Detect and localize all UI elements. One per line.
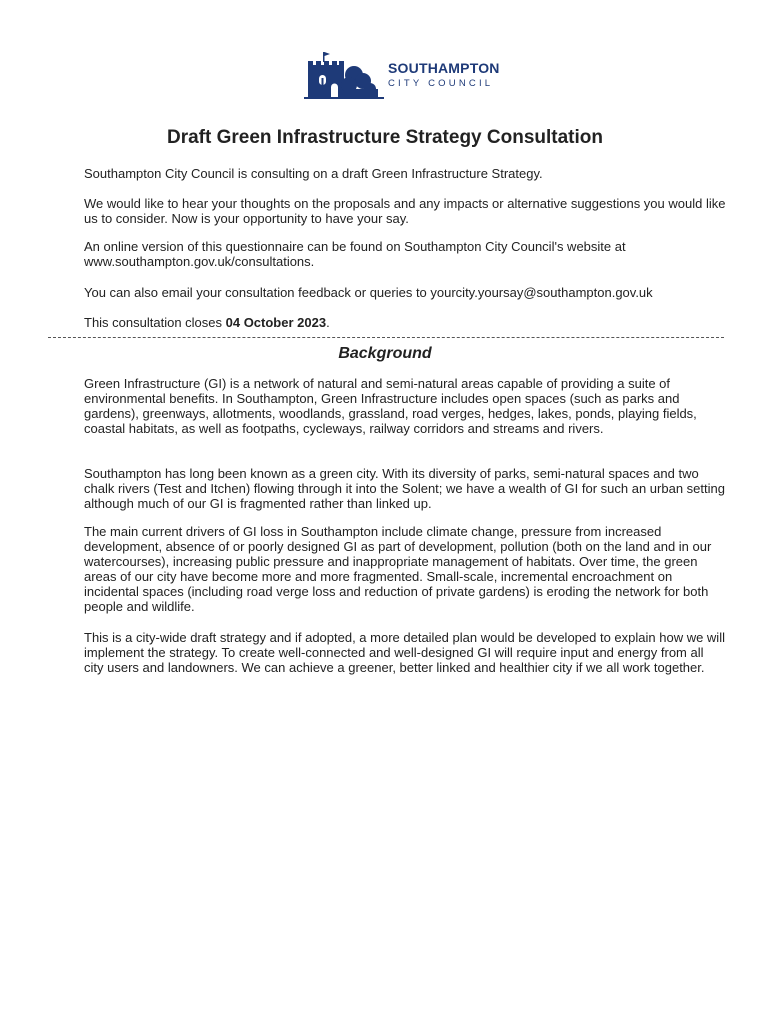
page-title: Draft Green Infrastructure Strategy Consultation	[166, 127, 604, 148]
background-heading: Background	[338, 345, 432, 362]
intro-paragraph-4: You can also email your consultation feedback or queries to yourcity.yoursay@southampton.gov.uk	[84, 285, 653, 300]
logo-name: SOUTHAMPTON	[388, 60, 500, 77]
closing-prefix: This consultation closes	[84, 315, 226, 330]
background-paragraph-2: Southampton has long been known as a green city. With its diversity of parks, semi-natural spaces and two chalk rivers (Test and Itchen) flowing through it into the Solent; we have a wealth of GI for such an urban setting although much of our GI is fragmented rather than linked up.	[84, 466, 725, 511]
intro-paragraph-3: An online version of this questionnaire can be found on Southampton City Council's website at www.southampton.gov.uk/consultations.	[84, 239, 626, 269]
closing-suffix: .	[326, 315, 330, 330]
castle-emblem-icon	[304, 51, 386, 99]
intro-paragraph-2: We would like to hear your thoughts on the proposals and any impacts or alternative suggestions you would like us to consider. Now is your opportunity to have your say.	[84, 196, 726, 226]
closing-date-line	[84, 315, 726, 330]
logo-wordmark	[388, 61, 500, 89]
background-paragraph-3: The main current drivers of GI loss in Southampton include climate change, pressure from increased development, absence of or poorly designed GI as part of development, pollution (both on the land and in our watercourses), increasing public pressure and inappropriate management of habitats. Over time, the green areas of our city have become more and more fragmented. Small-scale, incremental encroachment on incidental spaces (including road verge loss and reduction of private gardens) is eroding the network for both people and wildlife.	[84, 524, 712, 614]
section-divider	[48, 337, 724, 338]
background-paragraph-1: Green Infrastructure (GI) is a network of natural and semi-natural areas capable of providing a suite of environmental benefits. In Southampton, Green Infrastructure includes open spaces (such as parks and gardens), greenways, allotments, woodlands, grassland, road verges, hedges, lakes, ponds, playing fields, coastal habitats, as well as footpaths, cycleways, railway corridors and streams and rivers.	[84, 376, 697, 436]
council-logo	[304, 50, 509, 100]
intro-paragraph-1: Southampton City Council is consulting on a draft Green Infrastructure Strategy.	[84, 166, 543, 181]
logo-subtitle: CITY COUNCIL	[388, 78, 494, 90]
closing-date: 04 October 2023	[225, 315, 327, 330]
background-paragraph-4: This is a city-wide draft strategy and if adopted, a more detailed plan would be developed to explain how we will implement the strategy. To create well-connected and well-designed GI will require input and energy from all city users and landowners. We can achieve a greener, better linked and healthier city if we all work together.	[84, 630, 725, 675]
